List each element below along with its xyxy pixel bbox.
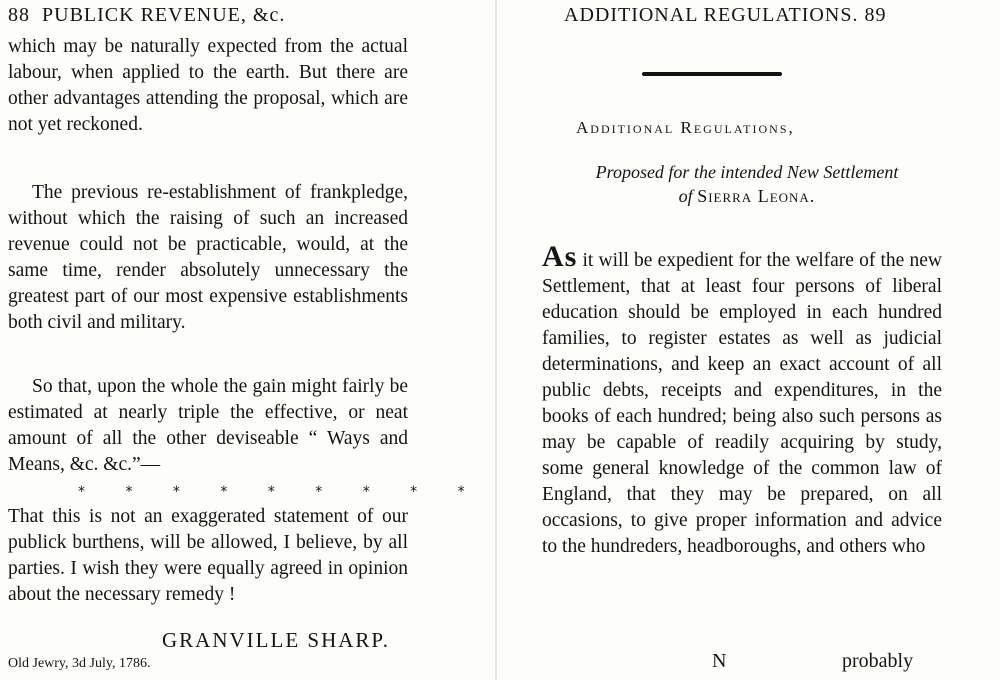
page-gutter [495,0,497,680]
right-page-number: 89 [864,4,887,26]
left-paragraph-4: That this is not an exaggerated statement of our publick burthens, will be allowed, I believe, by all parties. I wish they were equally agreed in opinion about the necessary remedy ! [8,506,408,605]
right-running-head-title: ADDITIONAL REGULATIONS. [564,4,859,26]
signature-mark: N [712,650,727,672]
signature-place-date: Old Jewry, 3d July, 1786. [8,656,151,671]
asterisk-separator: * * * * * * * * * [78,484,483,500]
right-body: it will be expedient for the welfare of the new Settlement, that at least four persons of liberal education should be employed in each hundred families, to register estates as well as judicial determinations, and keep an exact account of all public debts, receipts and expenditures, in the books of each hundred; being also such persons as may be capable of readily acquiring by study, some general knowledge of the common law of England, that they may be prepared, on all occasions, to give proper information and advice to the hundreders, headboroughs, and others who [542,250,942,557]
ornamental-rule [642,72,782,76]
left-page [0,0,483,680]
right-body-text [542,240,942,560]
catchword: probably [842,650,914,672]
left-page-number: 88 [8,4,30,26]
right-page [520,0,1000,680]
left-paragraph-2: The previous re-establishment of frankpledge, without which the raising of such an increased revenue could not be practicable, would, at the same time, render absolutely unnecessary the greatest part of our most expensive establishments both civil and military. [8,182,408,333]
signature: GRANVILLE SHARP. [162,628,391,652]
subtitle-of: of [678,186,693,206]
section-title: Additional Regulations, [576,118,795,137]
subtitle-line-2 [540,184,954,208]
left-running-head [8,4,285,27]
left-running-head-title: PUBLICK REVENUE, &c. [42,4,286,26]
right-running-head [564,4,886,27]
subtitle-place: Sierra Leona. [697,186,816,206]
left-paragraph-3: So that, upon the whole the gain might fairly be estimated at nearly triple the effective, or neat amount of all the other deviseable “ Ways and Means, &c. &c.”— [8,376,408,475]
drop-cap: As [542,240,578,273]
subtitle-line-1: Proposed for the intended New Settlement [595,162,899,182]
section-subtitle [540,160,954,208]
left-paragraph-1: which may be naturally expected from the actual labour, when applied to the earth. But there are other advantages attending the proposal, which are not yet reckoned. [8,36,408,135]
